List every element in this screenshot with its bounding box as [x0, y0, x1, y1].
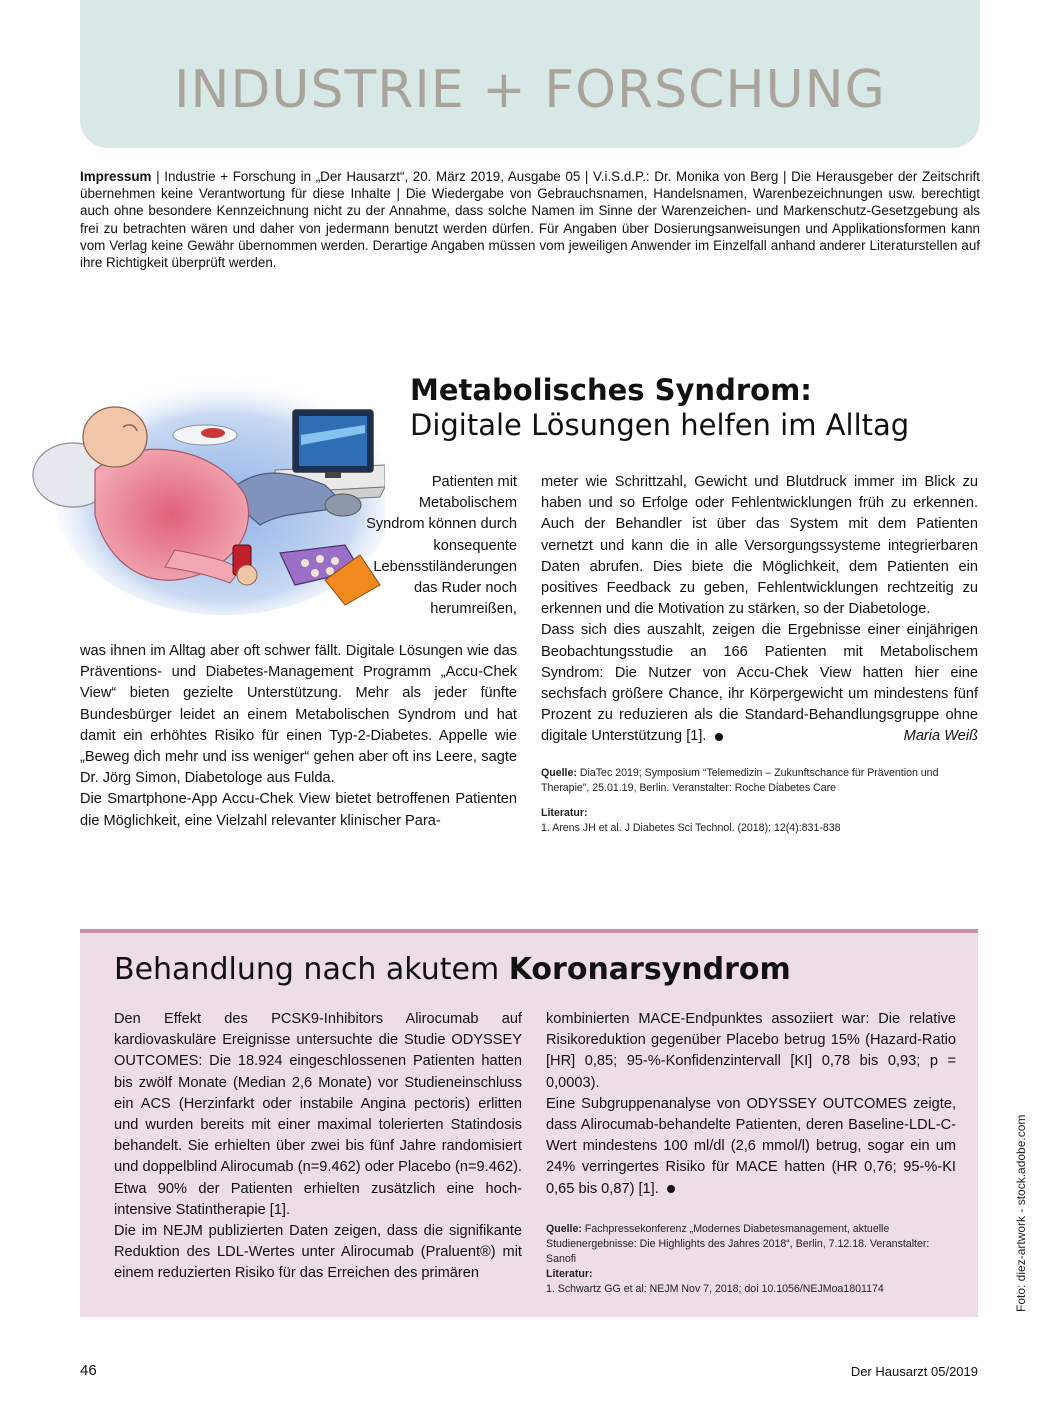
article1-sources [541, 766, 978, 836]
article1-column-2 [541, 472, 978, 748]
article1-title-sub: Digitale Lösungen helfen im Alltag [410, 408, 910, 442]
article2-title-bold: Koronarsyndrom [508, 952, 791, 987]
article2-title-regular: Behandlung nach akutem [114, 952, 509, 987]
source-text: DiaTec 2019; Symposium “Telemedizin – Zukunftschance für Prävention und Therapie”, 25.01.19, Berlin. Veranstalter: Roche Diabetes Care [541, 767, 939, 794]
literature-label: Literatur: [541, 807, 588, 819]
article2-paragraph-text: Eine Subgruppenanalyse von ODYSSEY OUTCOMES zeigte, dass Alirocumab-behandelte Patienten, deren Baseline-LDL-C-Wert mindestens 100 ml/dl (2,6 mmol/l) betrug, sogar ein um 24% verringertes Risiko für MACE hatten (HR 0,76; 95-%-KI 0,65 bis 0,87) [1]. [546, 1095, 956, 1197]
impressum-text: | Industrie + Forschung in „Der Hausarzt“, 20. März 2019, Ausgabe 05 | V.i.S.d.P.: Dr. Monika von Berg | Die Herausgeber der Zeitschrift übernehmen keine Verantwortung für diese Inhalte | Die Wiedergabe von Gebrauchsnamen, Handelsnamen, Warenbezeichnungen usw. berechtigt auch ohne besondere Kennzeichnung nicht zu der Annahme, dass solche Namen im Sinne der Warenzeichen- und Markenschutz-Gesetzgebung als frei zu betrachten wären und daher von jedermann benutzt werden dürfen. Für Angaben über Dosierungsanweisungen und Applikationsformen kann vom Verlag keine Gewähr übernommen werden. Derartige Angaben müssen vom jeweiligen Anwender im Einzelfall anhand anderer Literaturstellen auf ihre Richtigkeit überprüft werden. [80, 169, 980, 271]
impressum-label: Impressum [80, 169, 152, 184]
publication-footer: Der Hausarzt 05/2019 [850, 1364, 978, 1379]
illustration-couch-man-tv [25, 375, 385, 630]
article1-paragraph: Die Smartphone-App Accu-Chek View bietet betroffenen Patienten die Möglichkeit, eine Vielzahl relevanter klinischer Para- [80, 791, 517, 829]
article1-paragraph-text: Dass sich dies auszahlt, zeigen die Ergebnisse einer einjährigen Beobachtungsstudie an 166 Patienten mit Metabolischem Syndrom: Die Nutzer von Accu-Chek View hatten hier eine sechsfach größere Chance, ihr Körpergewicht um mindestens fünf Prozent zu reduzieren als die Standard-Behandlungsgruppe ohne digitale Unterstützung [1]. [541, 622, 978, 745]
article1-paragraph: meter wie Schrittzahl, Gewicht und Blutdruck immer im Blick zu haben und so Erfolge oder Fehlentwicklungen früh zu erkennen. Auch der Behandler ist über das System mit dem Patienten vernetzt und kann die in alle Versorgungssysteme integrierbaren Daten abrufen. Dies biete die Möglichkeit, dem Patienten ein positives Feedback zu geben, Fehlentwicklungen rechtzeitig zu erkennen und die Motivation zu stärken, so der Diabetologe. [541, 474, 978, 618]
article2-column-1 [114, 1009, 522, 1285]
source-label: Quelle: [546, 1223, 582, 1235]
article2-paragraph [546, 1094, 956, 1200]
article1-source [541, 766, 978, 796]
source-label: Quelle: [541, 767, 577, 779]
literature-label: Literatur: [546, 1268, 593, 1280]
literature-text: 1. Schwartz GG et al: NEJM Nov 7, 2018; doi 10.1056/NEJMoa1801174 [546, 1283, 884, 1295]
article2-sources [546, 1222, 956, 1297]
article1-author: Maria Weiß [903, 728, 978, 745]
article2-title [114, 952, 974, 987]
photo-credit: Foto: diez-artwork - stock.adobe.com [1014, 1114, 1028, 1312]
section-header-band [80, 0, 980, 148]
article2-paragraph: Die im NEJM publizierten Daten zeigen, dass die signifikante Reduktion des LDL-Wertes unter Alirocumab (Praluent®) mit einem reduzierten Risiko für das Erreichen des primären [114, 1223, 522, 1282]
article2-column-2 [546, 1009, 956, 1200]
literature-text: 1. Arens JH et al. J Diabetes Sci Technol. (2018); 12(4):831-838 [541, 822, 841, 834]
article2-paragraph: Den Effekt des PCSK9-Inhibitors Alirocumab auf kardiovaskuläre Ereignisse untersuchte die Studie ODYSSEY OUTCOMES: Die 18.924 eingeschlossenen Patienten hatten bis zwölf Monate (Median 2,6 Monate) vor Studieneinschluss ein ACS (Herzinfarkt oder instabile Angina pectoris) erlitten und wurden bereits mit einer maximal tolerierten Statindosis behandelt. Sie erhielten über zwei bis fünf Jahre randomisiert und doppelblind Alirocumab (n=9.462) oder Placebo (n=9.462). Etwa 90% der Patienten erhielten zusätzlich eine hoch-intensive Statintherapie [1]. [114, 1011, 522, 1218]
article1-title [410, 372, 980, 442]
page-number: 46 [80, 1362, 97, 1379]
end-mark-icon [715, 733, 723, 741]
article1-title-bold: Metabolisches Syndrom: [410, 373, 812, 407]
article1-intro-wrap: Patienten mit Metabolischem Syndrom können durch konsequente Lebensstiländerungen das Ruder noch herumreißen, [366, 474, 517, 618]
section-title: INDUSTRIE + FORSCHUNG [174, 60, 886, 120]
article1-column-1 [80, 641, 517, 832]
article1-paragraph [541, 620, 978, 747]
end-mark-icon [667, 1185, 675, 1193]
article1-paragraph: was ihnen im Alltag aber oft schwer fällt. Digitale Lösungen wie das Präventions- und Diabetes-Management Programm „Accu-Chek View“ bieten gezielte Unterstützung. Mehr als jeder fünfte Bundesbürger leidet an einem Metabolischen Syndrom und hat damit ein erhöhtes Risiko für einen Typ-2-Diabetes. Appelle wie „Beweg dich mehr und iss weniger“ gehen aber oft ins Leere, sagte Dr. Jörg Simon, Diabetologe aus Fulda. [80, 643, 517, 787]
article2-paragraph: kombinierten MACE-Endpunktes assoziiert war: Die relative Risikoreduktion gegenüber Placebo betrug 15% (Hazard-Ratio [HR] 0,85; 95-%-Konfidenzintervall [KI] 0,78 bis 0,93; p = 0,0003). [546, 1011, 956, 1091]
source-text: Fachpressekonferenz „Modernes Diabetesmanagement, aktuelle Studienergebnisse: Die Highlights des Jahres 2018“, Berlin, 7.12.18. Veranstalter: Sanofi [546, 1223, 930, 1265]
impressum [80, 168, 980, 271]
article2-source [546, 1222, 956, 1267]
